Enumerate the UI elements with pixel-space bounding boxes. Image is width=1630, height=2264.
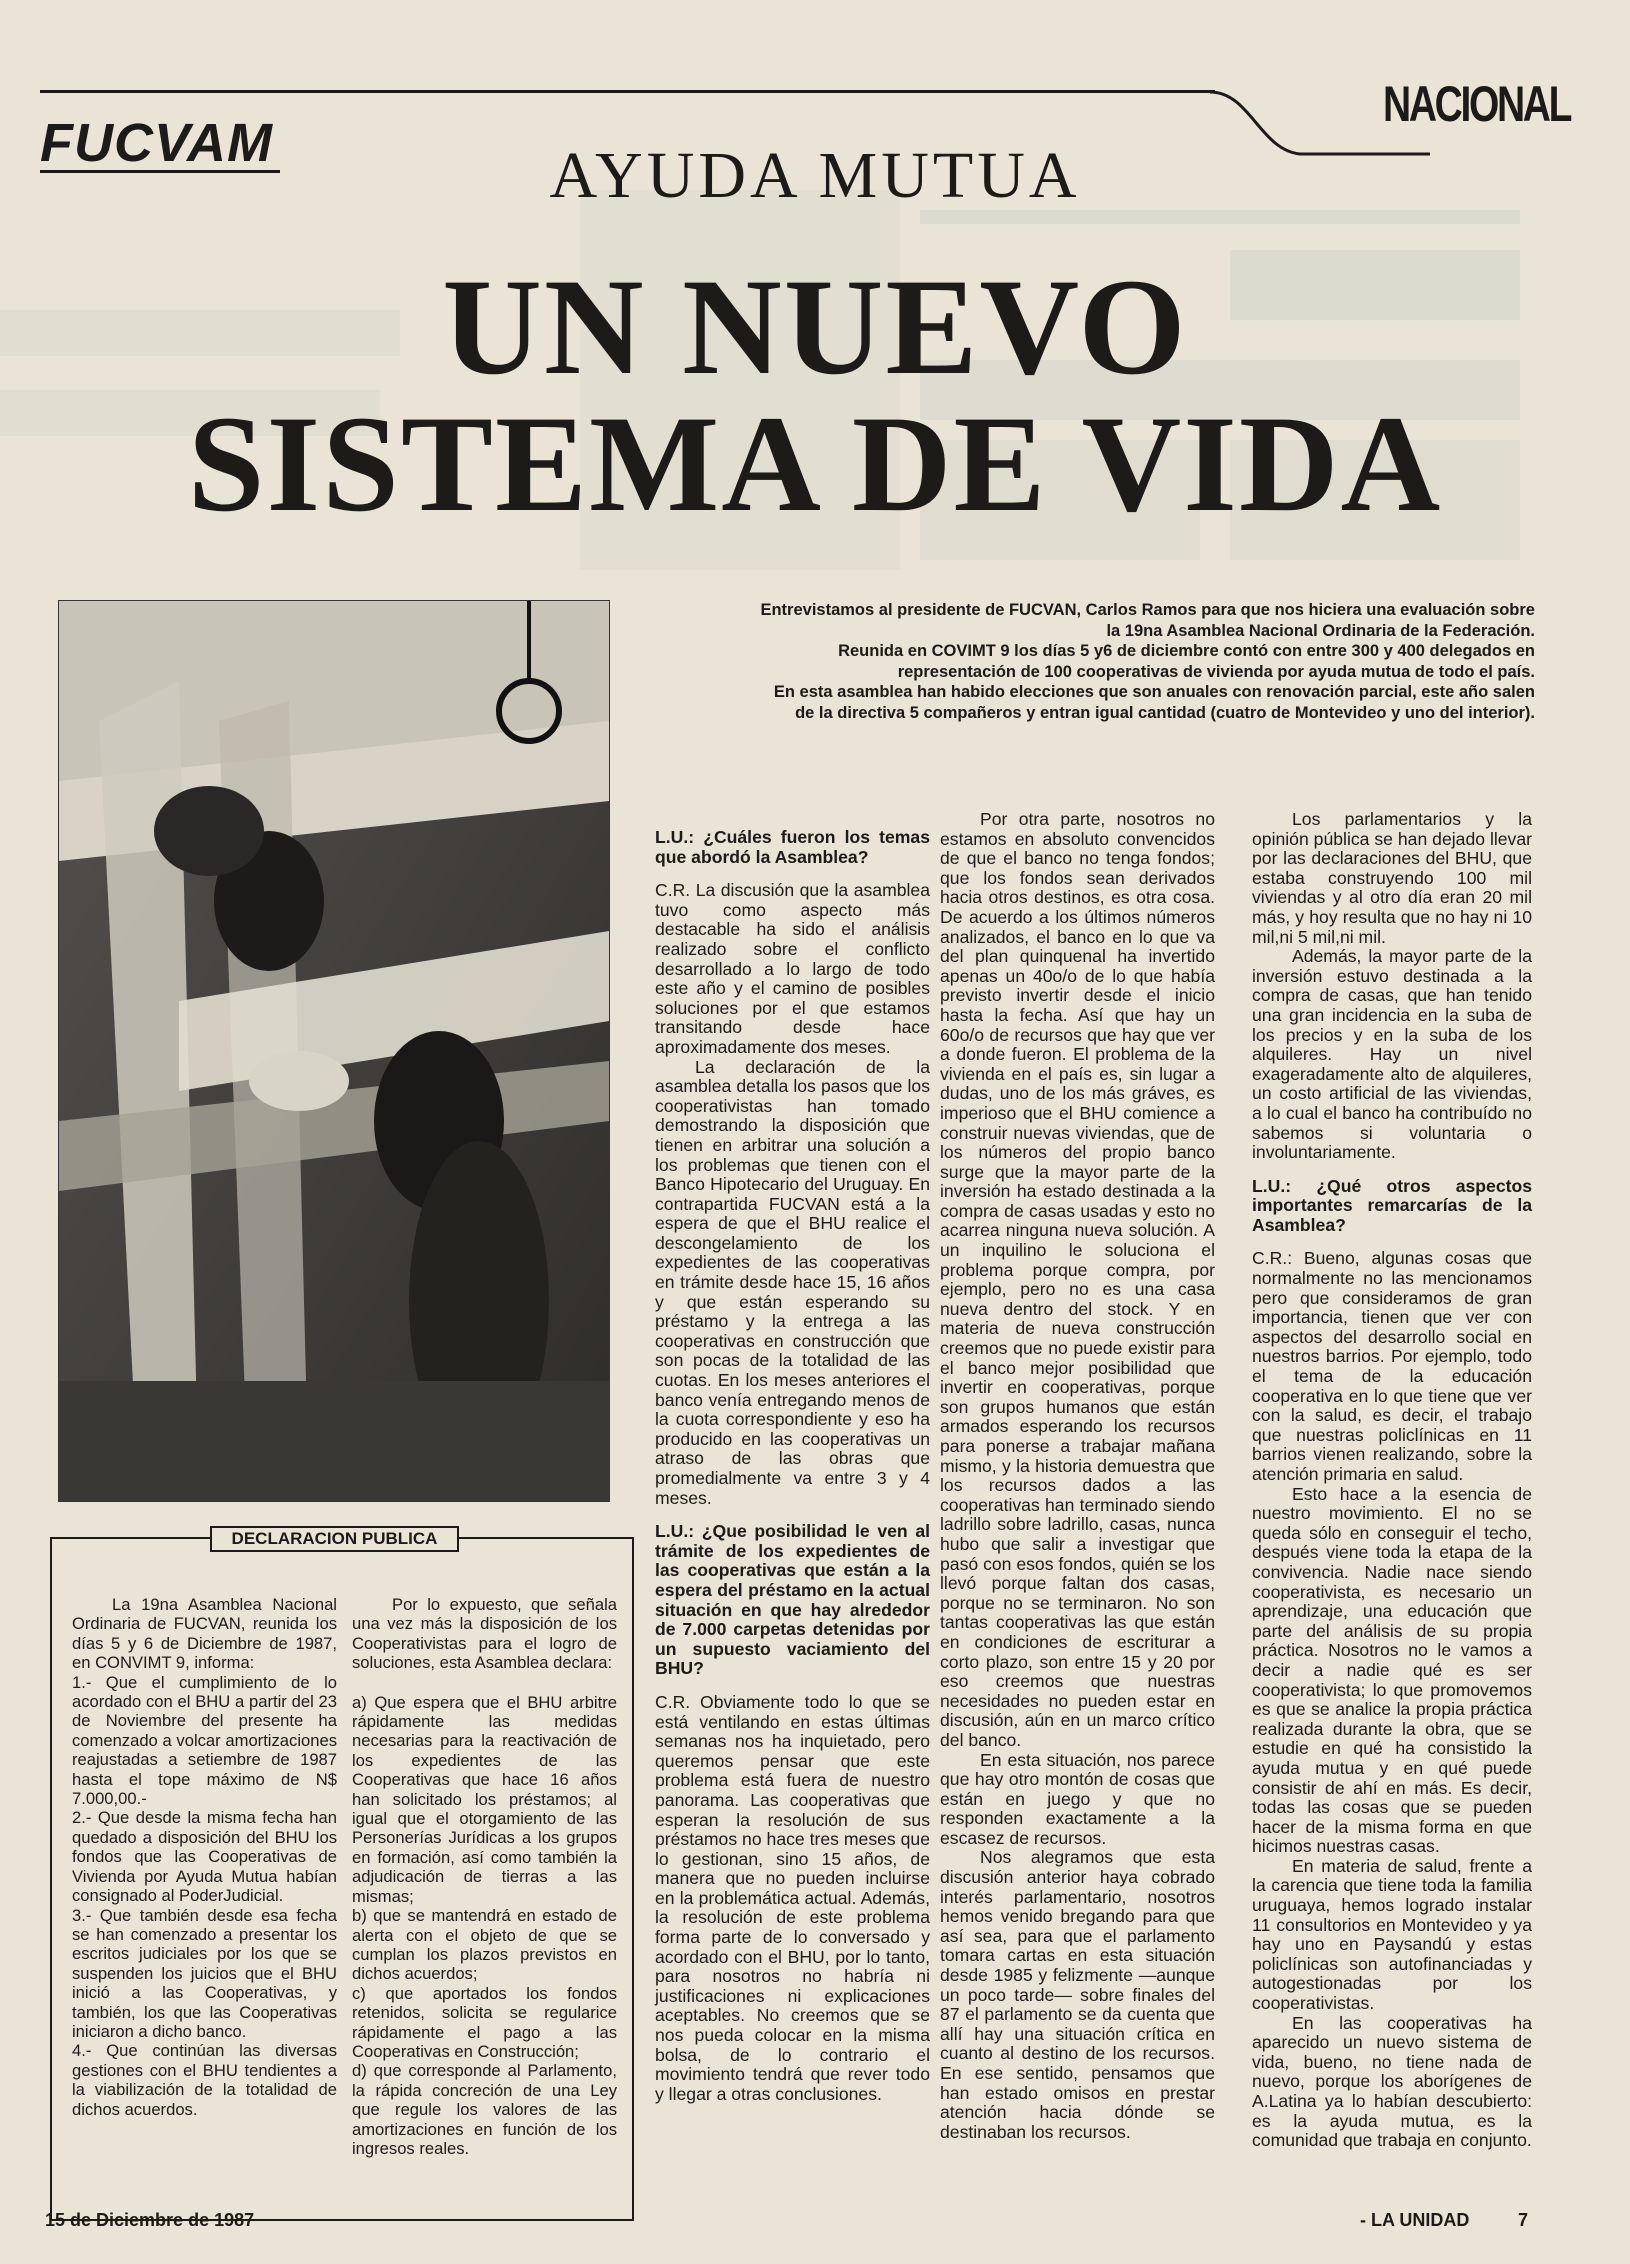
answer-paragraph: Además, la mayor parte de la inversión estuvo destinada a la compra de casas, que han tenido una gran incidencia en la suba de los precios y en la suba de los alquileres. Hay un nivel exageradamente alto de alquileres, un costo artificial de las viviendas, a lo cual el banco ha contribuído no sabemos si voluntaria o involuntariamente. (1252, 946, 1532, 1163)
declaration-title: DECLARACION PUBLICA (210, 1526, 459, 1552)
answer-paragraph: C.R.: Bueno, algunas cosas que normalmente no las mencionamos pero que consideramos de gran importancia, tienen que ver con aspectos del desarrollo social en nuestros barrios. Por ejemplo, todo el tema de la educación cooperativa en lo que tiene que ver con la salud, es decir, el trabajo que nuestras policlínicas en 11 barrios vienen realizando, sobre la atención primaria en salud. (1252, 1248, 1532, 1484)
declaration-paragraph: c) que aportados los fondos retenidos, solicita se regularice rápidamente el pago a las Cooperativas en Construcción; (352, 1983, 617, 2061)
declaration-paragraph: 1.- Que el cumplimiento de lo acordado con el BHU a partir del 23 de Noviembre del presente ha comenzado a volcar amortizaciones reajustadas a setiembre de 1987 hasta el tope máximo de N$ 7.000,00.- (72, 1672, 337, 1809)
header-rule (40, 90, 1215, 93)
declaration-paragraph: 3.- Que también desde esa fecha se han comenzado a presentar los escritos judiciales por los que se suspenden los juicios que el BHU inició a las Cooperativas, y también, los que las Cooperativas iniciaron a dicho banco. (72, 1905, 337, 2041)
pre-title: AYUDA MUTUA (549, 139, 1081, 212)
answer-paragraph: En materia de salud, frente a la carencia que tiene toda la familia uruguaya, hemos logrado instalar 11 consultorios en Montevideo y ya hay uno en Paysandú y estas policlínicas son autofinanciadas y autogestionadas por los cooperativistas. (1252, 1855, 1532, 2014)
answer-paragraph: La declaración de la asamblea detalla los pasos que los cooperativistas han tomado demostrando la disposición que tienen en arbitrar una solución a los problemas que tienen con el Banco Hipotecario del Uruguay. En contrapartida FUCVAN está a la espera de que el BHU realice el descongelamiento de los expedientes de las cooperativas en trámite desde hace 15, 16 años y que están esperando su préstamo y la entrega a las cooperativas en construcción que son pocas de la totalidad de las cuotas. En los meses anteriores el banco venía entregando menos de la cuota correspondiente y eso ha producido en las cooperativas un atraso de las obras que promedialmente va entre 3 y 4 meses. (655, 1056, 930, 1508)
intro-line: En esta asamblea han habido elecciones que son anuales con renovación parcial, este año salen de la directiva 5 compañeros y entran igual cantidad (cuatro de Montevideo y uno del interior). (773, 683, 1535, 722)
declaration-paragraph: d) que corresponde al Parlamento, la rápida concreción de una Ley que regule los valores de las amortizaciones en función de los ingresos reales. (352, 2061, 617, 2158)
declaration-paragraph: b) que se mantendrá en estado de alerta con el objeto de que se cumplan los plazos previstos en dichos acuerdos; (352, 1906, 617, 1984)
declaration-column-1 (72, 1595, 337, 2119)
answer-paragraph: En esta situación, nos parece que hay otro montón de cosas que están en juego y que no responden exactamente a la escasez de recursos. (940, 1749, 1215, 1848)
intro-block (760, 600, 1535, 724)
kicker-label: FUCVAM (40, 113, 273, 173)
declaration-column-2 (352, 1595, 617, 2158)
construction-photo (58, 600, 610, 1502)
interview-column-3 (1252, 810, 1532, 2151)
answer-paragraph: Esto hace a la esencia de nuestro movimiento. El no se queda sólo en conseguir el techo, después viene toda la etapa de la convivencia. Nadie nace siendo cooperativista, es necesario un aprendizaje, una educación que parte del análisis de su propia práctica. Nosotros no le vamos a decir a nadie qué es ser cooperativista; lo que promovemos es que se analice la propia práctica realizada durante la obra, que se estudie en qué ha consistido la ayuda mutua y en qué puede consistir de ahí en más. Es decir, todas las cosas que se pueden hacer de la misma forma en que hicimos nuestras casas. (1252, 1483, 1532, 1857)
headline-line-2: SISTEMA DE VIDA (187, 387, 1443, 540)
answer-paragraph: En las cooperativas ha aparecido un nuevo sistema de vida, bueno, no tiene nada de nuevo, porque los aborígenes de A.Latina ya lo habían descubierto: es la ayuda mutua, es la comunidad que trabaja en conjunto. (1252, 2012, 1532, 2151)
declaration-paragraph: a) Que espera que el BHU arbitre rápidamente las medidas necesarias para la reactivación de los expedientes de las Cooperativas que hace 16 años han solicitado los préstamos; al igual que el otorgamiento de las Personerías Jurídicas a los grupos en formación, así como también la adjudicación de tierras a las mismas; (352, 1692, 617, 1906)
section-label: NACIONAL (1383, 76, 1571, 132)
answer-paragraph: Por otra parte, nosotros no estamos en absoluto convencidos de que el banco no tenga fondos; que los fondos sean derivados hacia otros destinos, es otra cosa. De acuerdo a los últimos números analizados, el banco en lo que va del plan quinquenal ha invertido apenas un 40o/o de lo que había previsto invertir desde el inicio hasta la fecha. Así que hay un 60o/o de recursos que hay que ver a donde fueron. El problema de la vivienda en el país es, sin lugar a dudas, uno de los más gráves, es imperioso que el BHU comience a construir nuevas viviendas, que de los números del propio banco surge que la mayor parte de la inversión ha estado destinada a la compra de casas usadas y esto no acarrea ninguna nueva solución. A un inquilino le soluciona el problema porque compra, por ejemplo, pero no es una casa nueva dentro del stock. Y en materia de nueva construcción creemos que no puede existir para el banco mejor posibilidad que invertir en cooperativas, porque son grupos humanos que están armados esperando los recursos para ponerse a trabajar mañana mismo, y la historia demuestra que los recursos dados a las cooperativas han terminado siendo ladrillo sobre ladrillo, casas, nunca hubo que salir a investigar que pasó con esos fondos, quién se los llevó porque faltan dos casas, porque no se terminaron. No son tantas cooperativas las que están en condiciones de escriturar a corto plazo, son entre 15 y 20 por eso creemos que nuestras necesidades no pueden estar en discusión, aún en un marco crítico del banco. (940, 809, 1215, 1750)
answer-paragraph: C.R. La discusión que la asamblea tuvo como aspecto más destacable ha sido el análisis realizado sobre el conflicto desarrollado a lo largo de todo este año y el camino de posibles soluciones por el que estamos transitando desde hace aproximadamente dos meses. (655, 880, 930, 1057)
intro-line: Reunida en COVIMT 9 los días 5 y6 de diciembre contó con entre 300 y 400 delegados en representación de 100 cooperativas de vivienda por ayuda mutua de todo el país. (838, 642, 1535, 681)
declaration-paragraph: La 19na Asamblea Nacional Ordinaria de FUCVAN, reunida los días 5 y 6 de Diciembre de 1987, en CONVIMT 9, informa: (72, 1595, 337, 1673)
answer-paragraph: C.R. Obviamente todo lo que se está ventilando en estas últimas semanas nos ha inquietado, pero queremos pensar que este problema está fuera de nuestro panorama. Las cooperativas que esperan la resolución de sus préstamos no hace tres meses que lo gestionan, sino 15 años, de manera que no pueden incluirse en la problemática actual. Además, la resolución de este problema forma parte de lo conversado y acordado con el BHU, por lo tanto, para nosotros no habría ni justificaciones ni explicaciones aceptables. No creemos que se nos pueda colocar en la misma bolsa, de lo contrario el movimiento tendrá que rever todo y llegar a otras conclusiones. (655, 1691, 930, 2104)
answer-paragraph: Nos alegramos que esta discusión anterior haya cobrado interés parlamentario, nosotros hemos venido bregando para que así sea, para que el parlamento tomara cartas en esta situación desde 1985 y felizmente —aunque un poco tarde— sobre finales del 87 el parlamento se da cuenta que allí hay una situación crítica en cuanto al destino de los recursos. En ese sentido, pensamos que han estado omisos en prestar atención hacia dónde se destinaban los recursos. (940, 1847, 1215, 2142)
publication-name: - LA UNIDAD (1360, 2210, 1470, 2230)
headline-line-1: UN NUEVO (442, 250, 1188, 403)
interview-column-1 (655, 828, 930, 2104)
question: L.U.: ¿Cuáles fueron los temas que abordó la Asamblea? (655, 827, 930, 867)
declaration-paragraph: 4.- Que continúan las diversas gestiones con el BHU tendientes a la viabilización de la totalidad de dichos acuerdos. (72, 2041, 337, 2119)
declaration-paragraph: Por lo expuesto, que señala una vez más la disposición de los Cooperativistas para el logro de soluciones, esta Asamblea declara: (352, 1595, 617, 1673)
question: L.U.: ¿Que posibilidad le ven al trámite de los expedientes de las cooperativas que están a la espera del préstamo en la actual situación en que hay alrededor de 7.000 carpetas detenidas por un supuesto vaciamiento del BHU? (655, 1521, 930, 1679)
declaration-paragraph: 2.- Que desde la misma fecha han quedado a disposición del BHU los fondos que las Cooperativas de Vivienda por Ayuda Mutua habían consignado al PoderJudicial. (72, 1808, 337, 1906)
question: L.U.: ¿Qué otros aspectos importantes remarcarías de la Asamblea? (1252, 1175, 1532, 1235)
issue-date: 15 de Diciembre de 1987 (45, 2210, 255, 2230)
page-number: 7 (1518, 2210, 1529, 2230)
intro-line: Entrevistamos al presidente de FUCVAN, Carlos Ramos para que nos hiciera una evaluación sobre la 19na Asamblea Nacional Ordinaria de la Federación. (760, 601, 1535, 640)
answer-paragraph: Los parlamentarios y la opinión pública se han dejado llevar por las declaraciones del BHU, que estaba construyendo 100 mil viviendas y al otro día eran 20 mil más, y hoy resulta que no hay ni 10 mil,ni 5 mil,ni mil. (1252, 809, 1532, 947)
construction-photo-art (59, 601, 609, 1501)
interview-column-2 (940, 810, 1215, 2142)
